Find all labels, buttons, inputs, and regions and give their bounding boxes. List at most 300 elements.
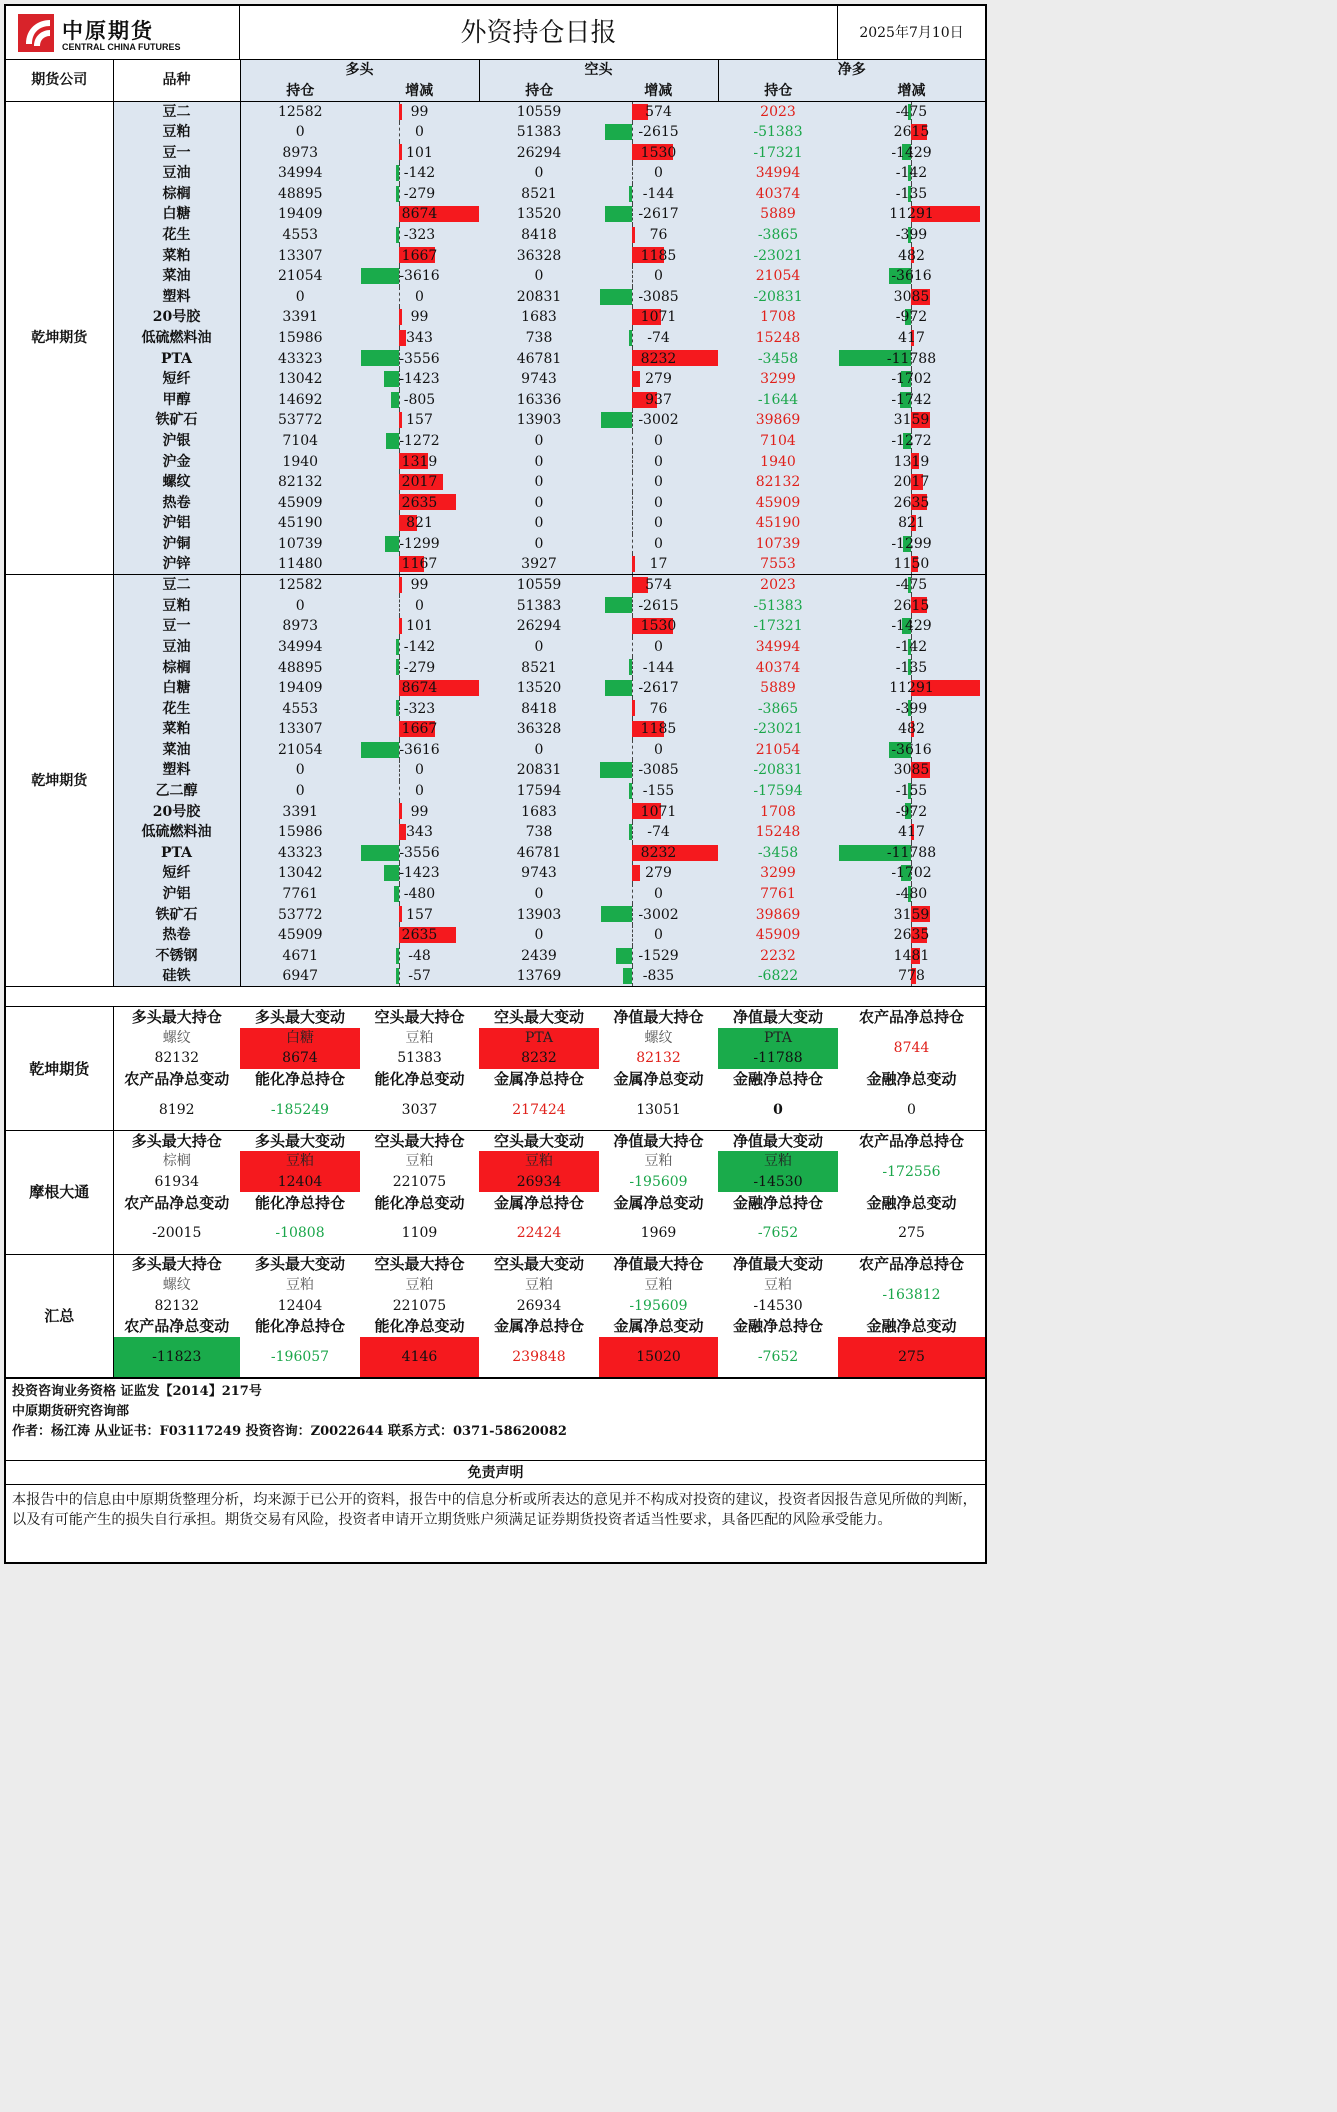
short-change-cell — [599, 307, 718, 328]
table-row — [6, 719, 985, 740]
change-value: 3085 — [893, 288, 930, 305]
long-position-cell: 7104 — [240, 431, 360, 452]
increase-bar — [399, 618, 402, 634]
long-change-cell — [360, 904, 479, 925]
change-value: -972 — [895, 309, 928, 326]
change-value: -835 — [642, 968, 675, 985]
net-change-cell — [838, 575, 985, 596]
long-position-cell: 34994 — [240, 637, 360, 658]
short-position-cell: 1683 — [479, 307, 599, 328]
short-change-cell — [599, 637, 718, 658]
summary-value: 4146 — [360, 1337, 479, 1378]
net-change-cell — [838, 801, 985, 822]
change-value: -155 — [642, 783, 675, 800]
table-row — [6, 760, 985, 781]
table-row — [6, 472, 985, 493]
table-row — [6, 740, 985, 761]
long-position-cell: 1940 — [240, 451, 360, 472]
change-value: -1272 — [891, 432, 932, 449]
long-position-cell: 43323 — [240, 348, 360, 369]
summary-label: 净值最大变动 — [732, 1255, 823, 1274]
short-change-cell — [599, 431, 718, 452]
short-position-cell: 0 — [479, 637, 599, 658]
short-change-cell — [599, 554, 718, 575]
zero-axis-line — [632, 122, 633, 143]
summary-label: 空头最大变动 — [493, 1255, 584, 1274]
long-position-cell: 0 — [240, 287, 360, 308]
summary-value: -195609 — [629, 1174, 688, 1191]
summary-value: 82132 — [154, 1297, 200, 1314]
variety-cell: 沪锌 — [113, 554, 240, 575]
change-value: 417 — [898, 824, 925, 841]
summary-label: 金融净总持仓 — [732, 1317, 823, 1336]
summary-label: 金属净总变动 — [613, 1317, 704, 1336]
short-position-cell: 9743 — [479, 369, 599, 390]
long-change-cell — [360, 390, 479, 411]
long-position-cell: 53772 — [240, 904, 360, 925]
net-position-cell: 2023 — [718, 575, 838, 596]
summary-value: -20015 — [113, 1213, 240, 1254]
summary-value: 217424 — [479, 1089, 599, 1130]
decrease-bar — [605, 124, 632, 140]
long-change-cell — [360, 410, 479, 431]
long-change-cell — [360, 822, 479, 843]
change-value: 0 — [415, 783, 424, 800]
net-change-cell — [838, 369, 985, 390]
summary-name-row — [6, 1151, 985, 1172]
zero-axis-line — [632, 184, 633, 205]
summary-header-row — [6, 1007, 985, 1028]
variety-cell: 豆粕 — [113, 595, 240, 616]
short-change-cell — [599, 204, 718, 225]
change-value: 8232 — [640, 844, 677, 861]
short-position-cell: 0 — [479, 451, 599, 472]
summary-value: 13051 — [599, 1089, 718, 1130]
net-position-cell: -3865 — [718, 698, 838, 719]
change-value: 0 — [654, 535, 663, 552]
long-position-cell: 13307 — [240, 245, 360, 266]
short-position-cell: 13903 — [479, 904, 599, 925]
net-position-cell: -20831 — [718, 760, 838, 781]
company-name-cell: 乾坤期货 — [6, 575, 113, 987]
net-position-cell: -3865 — [718, 225, 838, 246]
zero-axis-line — [632, 472, 633, 493]
net-change-cell — [838, 163, 985, 184]
summary-block — [6, 1131, 985, 1255]
zero-axis-line — [399, 781, 400, 802]
change-value: 3159 — [893, 412, 930, 429]
change-value: 157 — [406, 412, 433, 429]
zero-axis-line — [399, 122, 400, 143]
change-value: -279 — [403, 185, 436, 202]
decrease-bar — [384, 371, 399, 387]
increase-bar — [399, 906, 402, 922]
variety-cell: 棕榈 — [113, 657, 240, 678]
table-row — [6, 843, 985, 864]
long-change-cell — [360, 863, 479, 884]
zero-axis-line — [632, 637, 633, 658]
decrease-bar — [396, 186, 399, 202]
summary-label: 农产品净总变动 — [124, 1070, 230, 1089]
long-position-cell: 82132 — [240, 472, 360, 493]
change-value: -1429 — [891, 618, 932, 635]
summary-label: 金融净总变动 — [866, 1193, 957, 1212]
long-change-cell — [360, 925, 479, 946]
summary-value: 1969 — [599, 1213, 718, 1254]
summary-header-row — [6, 1131, 985, 1152]
short-position-cell: 13520 — [479, 204, 599, 225]
net-change-cell — [838, 287, 985, 308]
long-change-cell — [360, 122, 479, 143]
change-value: -3616 — [891, 268, 932, 285]
table-row — [6, 287, 985, 308]
short-position-cell: 26294 — [479, 616, 599, 637]
summary-value: -7652 — [718, 1213, 838, 1254]
zero-axis-line — [632, 492, 633, 513]
change-value: -1299 — [891, 535, 932, 552]
summary-variety: 螺纹 — [162, 1029, 191, 1046]
decrease-bar — [391, 392, 399, 408]
logo-mark-icon — [18, 14, 54, 52]
variety-cell: 花生 — [113, 225, 240, 246]
short-change-cell — [599, 740, 718, 761]
short-position-cell: 46781 — [479, 843, 599, 864]
long-position-cell: 53772 — [240, 410, 360, 431]
net-position-cell: 1708 — [718, 801, 838, 822]
long-change-cell — [360, 843, 479, 864]
long-position-cell: 19409 — [240, 204, 360, 225]
net-position-cell: 45190 — [718, 513, 838, 534]
long-change-cell — [360, 698, 479, 719]
summary-entity-name: 汇总 — [6, 1254, 113, 1378]
change-value: -144 — [642, 185, 675, 202]
table-row — [6, 513, 985, 534]
long-position-cell: 10739 — [240, 534, 360, 555]
summary-value: 61934 — [154, 1174, 200, 1191]
summary-label: 农产品净总变动 — [124, 1193, 230, 1212]
decrease-bar — [629, 783, 632, 799]
long-change-cell — [360, 492, 479, 513]
short-change-cell — [599, 534, 718, 555]
net-change-cell — [838, 863, 985, 884]
net-position-cell: -17594 — [718, 781, 838, 802]
table-row — [6, 863, 985, 884]
net-position-cell: -3458 — [718, 843, 838, 864]
long-change-cell — [360, 369, 479, 390]
summary-variety: 豆粕 — [644, 1277, 673, 1294]
zero-axis-line — [632, 595, 633, 616]
summary-value: 26934 — [479, 1172, 599, 1193]
author-line: 作者：杨江涛 从业证书：F03117249 投资咨询：Z0022644 联系方式：0371-58620082 — [12, 1424, 567, 1439]
summary-value: -10808 — [240, 1213, 360, 1254]
variety-cell: 沪铜 — [113, 534, 240, 555]
net-position-cell: -1644 — [718, 390, 838, 411]
summary-value: -11788 — [718, 1048, 838, 1069]
change-value: 574 — [645, 103, 672, 120]
decrease-bar — [361, 845, 399, 861]
col-net-pos-header: 持仓 — [718, 81, 838, 102]
change-value: -3556 — [399, 350, 440, 367]
summary-label: 多头最大变动 — [254, 1131, 345, 1150]
short-position-cell: 17594 — [479, 781, 599, 802]
table-row — [6, 616, 985, 637]
net-change-cell — [838, 431, 985, 452]
change-value: 1667 — [401, 247, 438, 264]
variety-cell: 硅铁 — [113, 966, 240, 987]
short-position-cell: 0 — [479, 513, 599, 534]
net-position-cell: 3299 — [718, 369, 838, 390]
summary-label: 多头最大变动 — [254, 1008, 345, 1027]
short-change-cell — [599, 451, 718, 472]
variety-cell: 菜粕 — [113, 245, 240, 266]
variety-cell: 沪金 — [113, 451, 240, 472]
long-change-cell — [360, 966, 479, 987]
summary-variety: 豆粕 — [525, 1277, 553, 1294]
change-value: -74 — [647, 824, 670, 841]
decrease-bar — [396, 968, 399, 984]
change-value: -11788 — [886, 350, 937, 367]
summary-label: 金融净总持仓 — [732, 1070, 823, 1089]
change-value: -1423 — [399, 865, 440, 882]
net-position-cell: 34994 — [718, 163, 838, 184]
decrease-bar — [600, 762, 632, 778]
short-position-cell: 0 — [479, 492, 599, 513]
decrease-bar — [386, 433, 399, 449]
change-value: 3159 — [893, 906, 930, 923]
variety-cell: 菜油 — [113, 740, 240, 761]
change-value: 1185 — [640, 721, 677, 738]
short-position-cell: 738 — [479, 822, 599, 843]
change-value: 0 — [654, 638, 663, 655]
change-value: -144 — [642, 659, 675, 676]
summary-value: -185249 — [240, 1089, 360, 1130]
net-change-cell — [838, 843, 985, 864]
summary-value: 221075 — [392, 1174, 447, 1191]
table-row — [6, 390, 985, 411]
net-change-cell — [838, 307, 985, 328]
net-change-cell — [838, 822, 985, 843]
long-position-cell: 45909 — [240, 492, 360, 513]
table-row — [6, 925, 985, 946]
change-value: -480 — [895, 886, 928, 903]
variety-cell: 豆二 — [113, 575, 240, 596]
change-value: 1071 — [640, 803, 677, 820]
change-value: 76 — [649, 227, 668, 244]
change-value: 0 — [415, 762, 424, 779]
change-value: 1150 — [893, 556, 930, 573]
long-position-cell: 13042 — [240, 369, 360, 390]
disclaimer-divider-bottom — [6, 1484, 985, 1485]
long-position-cell: 21054 — [240, 740, 360, 761]
summary-value: 275 — [838, 1213, 985, 1254]
variety-cell: 沪银 — [113, 431, 240, 452]
zero-axis-line — [399, 595, 400, 616]
increase-bar — [399, 104, 402, 120]
net-change-cell — [838, 266, 985, 287]
variety-cell: 豆油 — [113, 637, 240, 658]
net-position-cell: 45909 — [718, 492, 838, 513]
variety-cell: 豆粕 — [113, 122, 240, 143]
change-value: -142 — [895, 165, 928, 182]
summary-label: 空头最大持仓 — [374, 1008, 465, 1027]
disclaimer-text: 本报告中的信息由中原期货整理分析，均来源于已公开的资料，报告中的信息分析或所表达的意见并不构成对投资的建议，投资者因报告意见所做的判断，以及有可能产生的损失自行承担。期货交易有风险，投资者申请开立期货账户须满足证券期货投资者适当性要求，具备匹配的风险承受能力。 — [12, 1492, 977, 1528]
col-net-header: 净多 — [718, 60, 985, 81]
long-position-cell: 6947 — [240, 966, 360, 987]
change-value: 821 — [406, 515, 433, 532]
summary-variety: 棕榈 — [162, 1153, 191, 1170]
net-position-cell: 21054 — [718, 740, 838, 761]
change-value: 8232 — [640, 350, 677, 367]
change-value: -1529 — [638, 947, 679, 964]
summary-label: 空头最大变动 — [493, 1131, 584, 1150]
variety-cell: 白糖 — [113, 204, 240, 225]
net-change-cell — [838, 534, 985, 555]
disclaimer-divider-top — [6, 1460, 985, 1461]
table-row — [6, 678, 985, 699]
net-position-cell: -17321 — [718, 142, 838, 163]
summary-label: 能化净总变动 — [374, 1070, 465, 1089]
summary-header-row — [6, 1316, 985, 1337]
decrease-bar — [601, 906, 632, 922]
variety-cell: 低硫燃料油 — [113, 328, 240, 349]
short-change-cell — [599, 657, 718, 678]
decrease-bar — [396, 227, 399, 243]
variety-cell: 花生 — [113, 698, 240, 719]
long-change-cell — [360, 884, 479, 905]
long-position-cell: 0 — [240, 595, 360, 616]
net-position-cell: 10739 — [718, 534, 838, 555]
short-change-cell — [599, 142, 718, 163]
change-value: 0 — [654, 474, 663, 491]
long-change-cell — [360, 616, 479, 637]
zero-axis-line — [632, 966, 633, 986]
col-long-chg-header: 增减 — [360, 81, 479, 102]
increase-bar — [399, 803, 402, 819]
summary-value: -196057 — [240, 1337, 360, 1378]
change-value: -3616 — [399, 268, 440, 285]
short-position-cell: 13769 — [479, 966, 599, 987]
net-position-cell: 45909 — [718, 925, 838, 946]
change-value: 343 — [406, 824, 433, 841]
short-position-cell: 8521 — [479, 184, 599, 205]
department-line: 中原期货研究咨询部 — [12, 1404, 130, 1419]
table-row — [6, 328, 985, 349]
net-change-cell — [838, 204, 985, 225]
summary-variety: 豆粕 — [240, 1151, 360, 1172]
table-row — [6, 492, 985, 513]
net-position-cell: 82132 — [718, 472, 838, 493]
summary-header-row — [6, 1192, 985, 1213]
net-position-cell: 1940 — [718, 451, 838, 472]
long-change-cell — [360, 637, 479, 658]
summary-value: 51383 — [397, 1050, 442, 1067]
long-position-cell: 13307 — [240, 719, 360, 740]
table-row — [6, 884, 985, 905]
short-change-cell — [599, 781, 718, 802]
long-change-cell — [360, 719, 479, 740]
increase-bar — [399, 309, 402, 325]
short-change-cell — [599, 595, 718, 616]
decrease-bar — [361, 268, 399, 284]
net-change-cell — [838, 492, 985, 513]
summary-variety: 豆粕 — [405, 1277, 434, 1294]
long-change-cell — [360, 328, 479, 349]
decrease-bar — [385, 536, 399, 552]
decrease-bar — [629, 186, 632, 202]
variety-cell: 热卷 — [113, 492, 240, 513]
company-logo — [6, 6, 240, 60]
col-short-header: 空头 — [479, 60, 718, 81]
variety-cell: 螺纹 — [113, 472, 240, 493]
change-value: -279 — [403, 659, 436, 676]
long-position-cell: 48895 — [240, 184, 360, 205]
decrease-bar — [605, 206, 632, 222]
short-change-cell — [599, 575, 718, 596]
short-change-cell — [599, 843, 718, 864]
table-row — [6, 163, 985, 184]
summary-label: 多头最大持仓 — [131, 1008, 222, 1027]
long-position-cell: 3391 — [240, 801, 360, 822]
change-value: 0 — [654, 453, 663, 470]
increase-bar — [399, 577, 402, 593]
change-value: -972 — [895, 803, 928, 820]
table-row — [6, 595, 985, 616]
summary-label: 多头最大持仓 — [131, 1255, 222, 1274]
short-change-cell — [599, 513, 718, 534]
change-value: 2017 — [893, 474, 930, 491]
col-short-pos-header: 持仓 — [479, 81, 599, 102]
change-value: 1667 — [401, 721, 438, 738]
change-value: 1185 — [640, 247, 677, 264]
summary-variety: 豆粕 — [286, 1277, 314, 1294]
summary-value: 12404 — [277, 1297, 323, 1314]
net-position-cell: -23021 — [718, 719, 838, 740]
zero-axis-line — [399, 966, 400, 986]
net-change-cell — [838, 946, 985, 967]
zero-axis-line — [632, 678, 633, 699]
change-value: -323 — [403, 700, 436, 717]
zero-axis-line — [399, 698, 400, 719]
summary-header-row — [6, 1254, 985, 1275]
summary-variety: 豆粕 — [718, 1151, 838, 1172]
variety-cell: 热卷 — [113, 925, 240, 946]
long-change-cell — [360, 595, 479, 616]
short-position-cell: 8418 — [479, 698, 599, 719]
change-value: 0 — [654, 515, 663, 532]
long-position-cell: 34994 — [240, 163, 360, 184]
disclaimer-title: 免责声明 — [467, 1465, 524, 1481]
summary-label: 净值最大持仓 — [613, 1255, 704, 1274]
long-change-cell — [360, 451, 479, 472]
summary-block — [6, 1007, 985, 1131]
net-change-cell — [838, 472, 985, 493]
decrease-bar — [384, 865, 399, 881]
short-change-cell — [599, 184, 718, 205]
short-change-cell — [599, 369, 718, 390]
net-position-cell: 3299 — [718, 863, 838, 884]
table-row — [6, 348, 985, 369]
summary-value: 12404 — [240, 1172, 360, 1193]
col-long-header: 多头 — [240, 60, 479, 81]
variety-cell: 短纤 — [113, 369, 240, 390]
change-value: -57 — [408, 968, 431, 985]
logo-chinese-name: 中原期货 — [62, 19, 154, 43]
change-value: 0 — [654, 927, 663, 944]
change-value: -805 — [403, 391, 436, 408]
change-value: 821 — [898, 515, 925, 532]
change-value: 8674 — [401, 206, 438, 223]
change-value: 343 — [406, 330, 433, 347]
